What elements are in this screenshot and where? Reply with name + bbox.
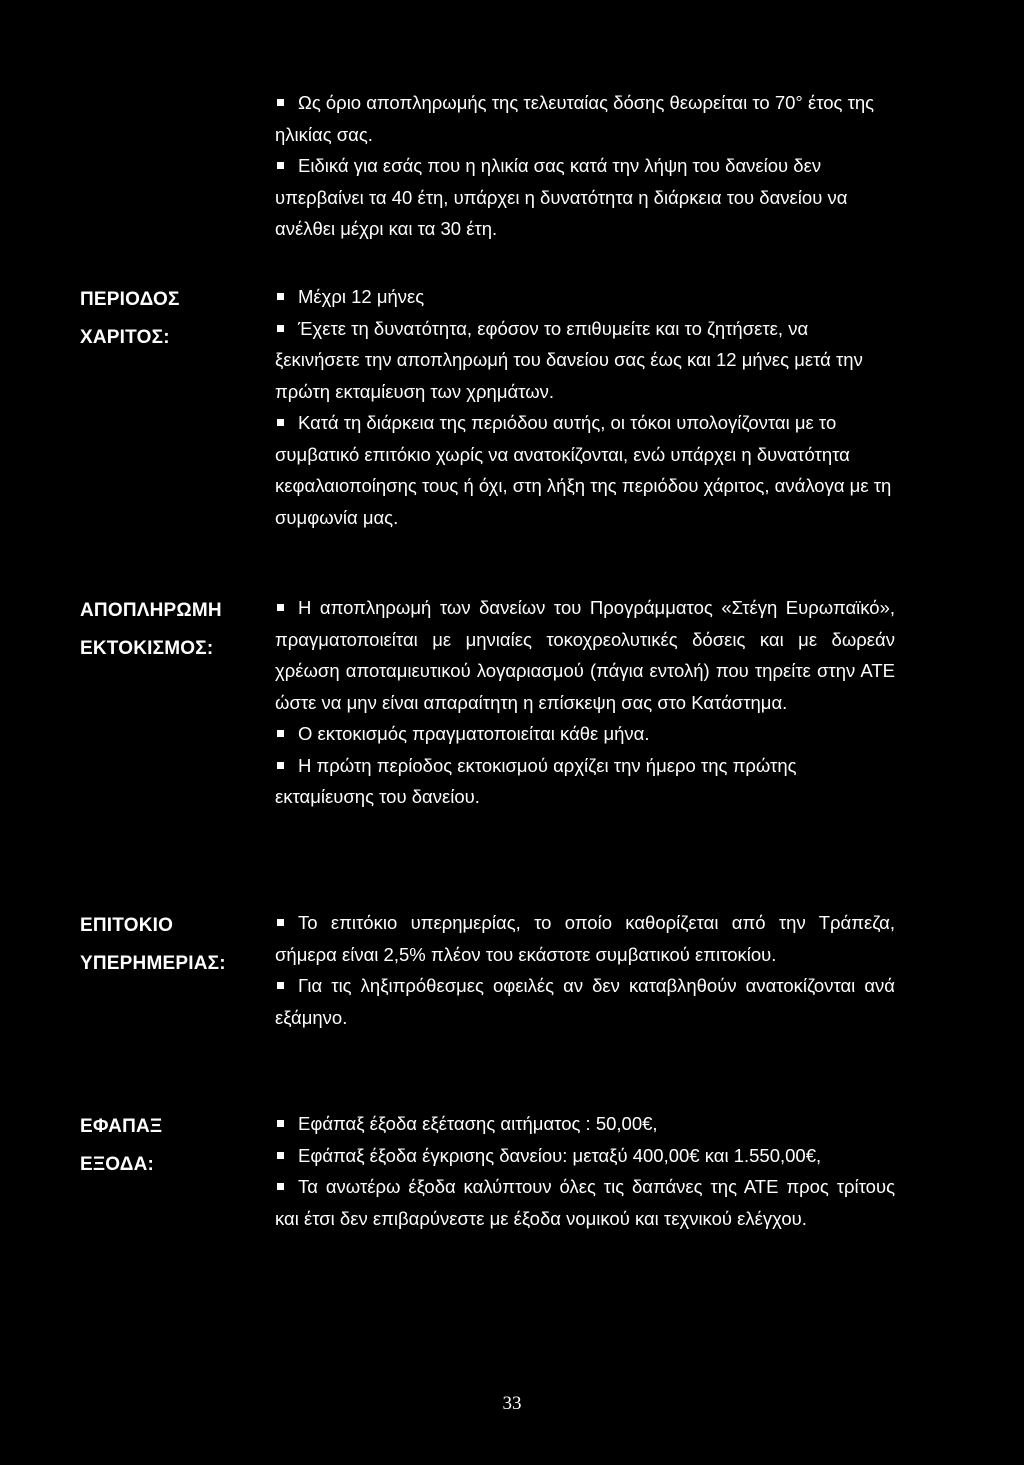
paragraph-text: Ο εκτοκισμός πραγματοποιείται κάθε μήνα. xyxy=(298,723,650,744)
bullet-paragraph xyxy=(275,1140,895,1172)
paragraph-text: Εφάπαξ έξοδα εξέτασης αιτήματος : 50,00€, xyxy=(298,1113,658,1134)
section-label xyxy=(80,592,270,668)
bullet-paragraph xyxy=(275,281,895,313)
bullet-icon xyxy=(277,730,284,737)
bullet-paragraph xyxy=(275,592,895,718)
section-content xyxy=(275,87,895,245)
section-label-line: ΕΠΙΤΟΚΙΟ xyxy=(80,915,174,936)
bullet-icon xyxy=(277,1183,284,1190)
bullet-icon xyxy=(277,419,284,426)
bullet-icon xyxy=(277,982,284,989)
paragraph-text: Για τις ληξιπρόθεσμες οφειλές αν δεν καταβληθούν ανατοκίζονται ανά εξάμηνο. xyxy=(275,975,895,1028)
bullet-icon xyxy=(277,1152,284,1159)
bullet-paragraph xyxy=(275,907,895,970)
page-number: 33 xyxy=(502,1393,522,1414)
section-label-line: ΥΠΕΡΗΜΕΡΙΑΣ: xyxy=(80,953,226,974)
section-label xyxy=(80,1108,270,1184)
section-content xyxy=(275,1108,895,1234)
section-label-line: ΕΞΟΔΑ: xyxy=(80,1154,155,1175)
bullet-paragraph xyxy=(275,1171,895,1234)
section-content xyxy=(275,281,895,533)
bullet-paragraph xyxy=(275,313,895,408)
bullet-icon xyxy=(277,325,284,332)
bullet-icon xyxy=(277,1120,284,1127)
bullet-paragraph xyxy=(275,970,895,1033)
section-label-line: ΑΠΟΠΛΗΡΩΜΗ xyxy=(80,600,222,621)
bullet-icon xyxy=(277,919,284,926)
bullet-paragraph xyxy=(275,1108,895,1140)
bullet-icon xyxy=(277,293,284,300)
bullet-paragraph xyxy=(275,750,895,813)
paragraph-text: Το επιτόκιο υπερημερίας, το οποίο καθορίζεται από την Τράπεζα, σήμερα είναι 2,5% πλέον του εκάστοτε συμβατικού επιτοκίου. xyxy=(275,912,895,965)
paragraph-text: Μέχρι 12 μήνες xyxy=(298,286,425,307)
paragraph-text: Εφάπαξ έξοδα έγκρισης δανείου: μεταξύ 400,00€ και 1.550,00€, xyxy=(298,1144,822,1166)
paragraph-text: Ειδικά για εσάς που η ηλικία σας κατά την λήψη του δανείου δεν υπερβαίνει τα 40 έτη, υπάρχει η δυνατότητα η διάρκεια του δανείου να ανέλθει μέχρι και τα 30 έτη. xyxy=(275,155,848,239)
paragraph-text: Έχετε τη δυνατότητα, εφόσον το επιθυμείτε και το ζητήσετε, να ξεκινήσετε την αποπληρωμή του δανείου σας έως και 12 μήνες μετά την πρώτη εκταμίευση των χρημάτων. xyxy=(275,317,863,402)
bullet-paragraph xyxy=(275,718,895,750)
section-content xyxy=(275,592,895,813)
section-content xyxy=(275,907,895,1033)
paragraph-text: Τα ανωτέρω έξοδα καλύπτουν όλες τις δαπάνες της ΑΤΕ προς τρίτους και έτσι δεν επιβαρύνεστε με έξοδα νομικού και τεχνικού ελέγχου. xyxy=(275,1176,895,1229)
section-label xyxy=(80,907,270,983)
bullet-icon xyxy=(277,762,284,769)
section-label-line: ΕΚΤΟΚΙΣΜΟΣ: xyxy=(80,638,214,659)
bullet-paragraph xyxy=(275,150,895,245)
section-label-line: ΧΑΡΙΤΟΣ: xyxy=(80,327,170,348)
section-label xyxy=(80,281,270,357)
section-label-line: ΠΕΡΙΟΔΟΣ xyxy=(80,289,180,310)
paragraph-text: Η πρώτη περίοδος εκτοκισμού αρχίζει την ήμερο της πρώτης εκταμίευσης του δανείου. xyxy=(275,754,797,807)
bullet-icon xyxy=(277,604,284,611)
bullet-paragraph xyxy=(275,407,895,533)
bullet-icon xyxy=(277,162,284,169)
bullet-icon xyxy=(277,99,284,106)
paragraph-text: Η αποπληρωμή των δανείων του Προγράμματος «Στέγη Ευρωπαϊκό», πραγματοποιείται με μηνιαίες τοκοχρεολυτικές δόσεις και με δωρεάν χρέωση αποταμιευτικού λογαριασμού (πάγια εντολή) που τηρείτε στην ΑΤΕ ώστε να μην είναι απαραίτητη η επίσκεψη σας στο Κατάστημα. xyxy=(275,597,895,713)
section-label-line: ΕΦΑΠΑΞ xyxy=(80,1116,163,1137)
paragraph-text: Κατά τη διάρκεια της περιόδου αυτής, οι τόκοι υπολογίζονται με το συμβατικό επιτόκιο χωρίς να ανατοκίζονται, ενώ υπάρχει η δυνατότητα κεφαλαιοποίησης τους ή όχι, στη λήξη της περιόδου χάριτος, ανάλογα με τη συμφωνία μας. xyxy=(275,412,892,528)
paragraph-text: Ως όριο αποπληρωμής της τελευταίας δόσης θεωρείται το 70° έτος της ηλικίας σας. xyxy=(275,92,875,145)
bullet-paragraph xyxy=(275,87,895,150)
